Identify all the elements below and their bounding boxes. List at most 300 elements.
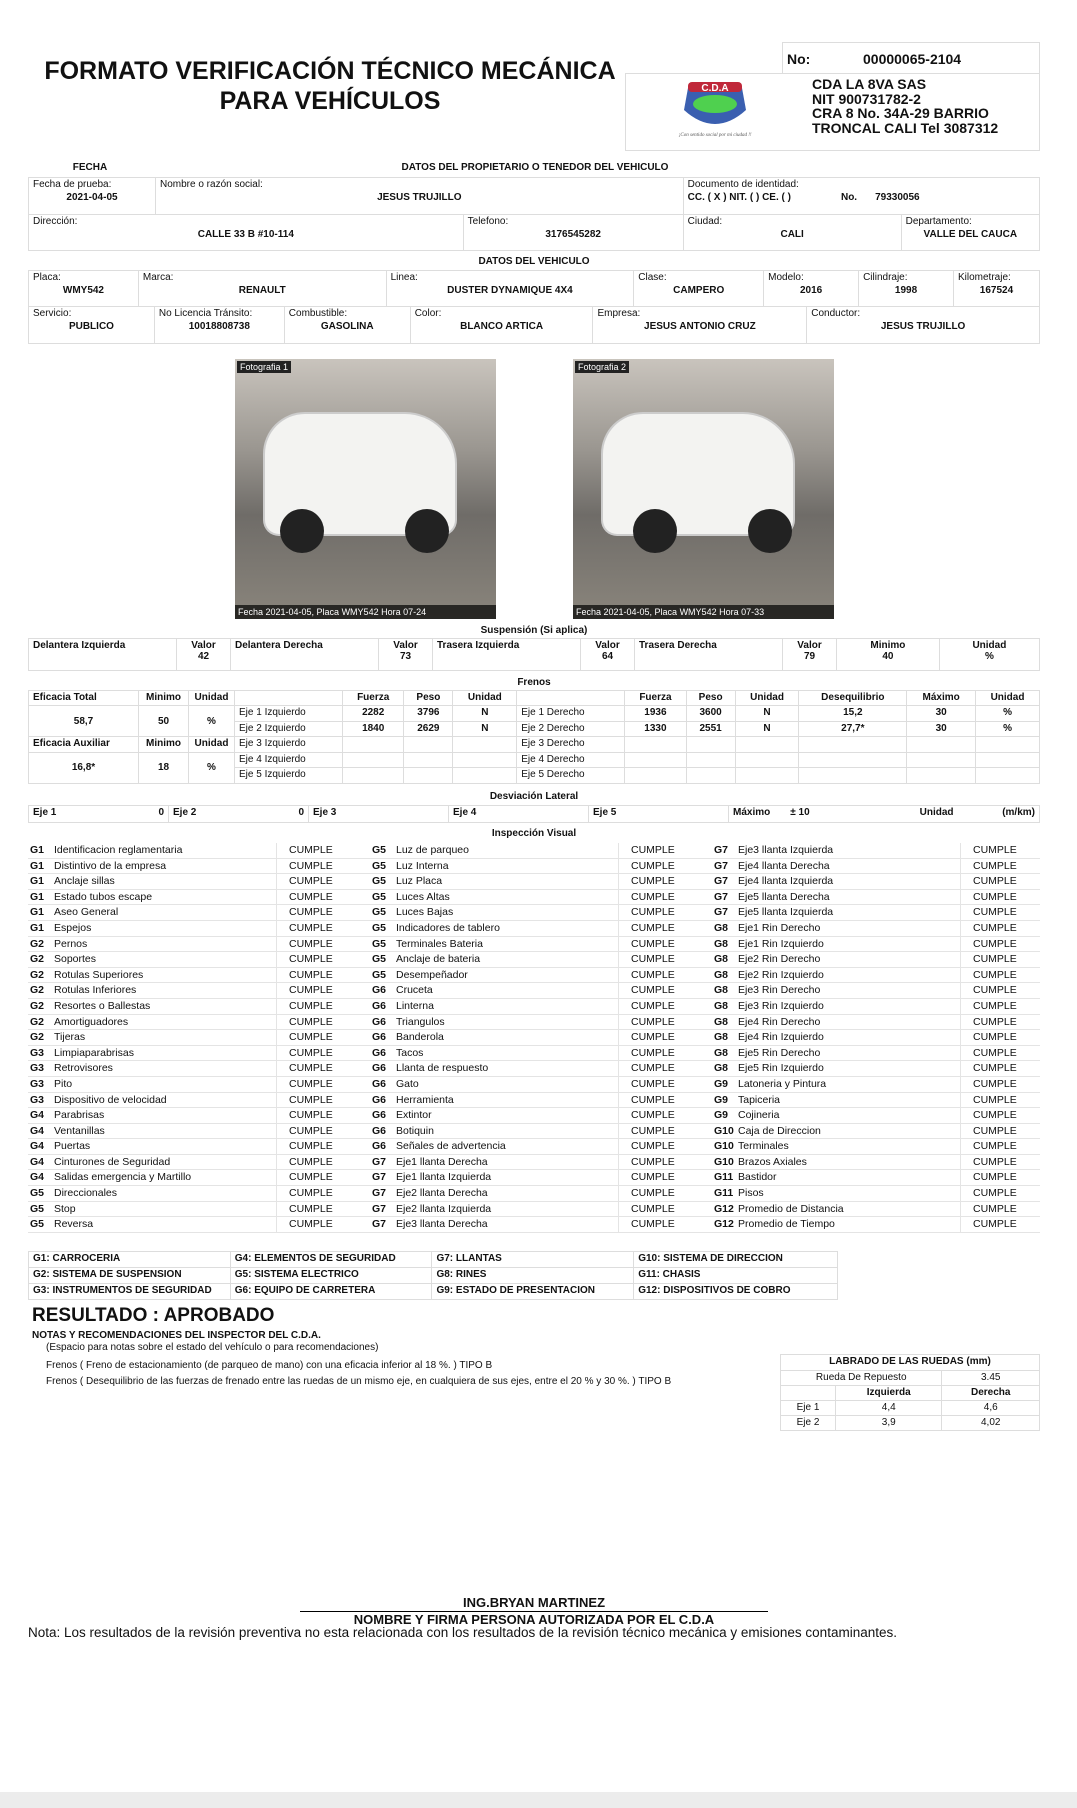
item-name: Triangulos [396, 1015, 445, 1028]
frenos-cell [404, 768, 453, 784]
table-cell: Rueda De Repuesto [781, 1371, 942, 1386]
item-status: CUMPLE [276, 999, 333, 1015]
legend-item: G7: LLANTAS [432, 1252, 634, 1268]
inspection-item [28, 1015, 370, 1031]
frenos-cell: Eje 2 Derecho [517, 721, 625, 737]
inspection-column-1 [28, 843, 370, 1233]
item-status: CUMPLE [960, 843, 1017, 859]
frenos-cell: N [735, 721, 799, 737]
item-status: CUMPLE [618, 1061, 675, 1077]
item-status: CUMPLE [618, 1170, 675, 1186]
item-name: Anclaje de bateria [396, 953, 481, 966]
item-name: Eje2 llanta Izquierda [396, 1202, 492, 1215]
vehicle-field [634, 271, 764, 307]
item-status: CUMPLE [960, 874, 1017, 890]
inspection-column-2 [370, 843, 712, 1233]
item-name: Eje1 Rin Derecho [738, 921, 821, 934]
frenos-cell: 3600 [686, 706, 735, 722]
desviacion-eje: Eje 5 [589, 806, 729, 823]
item-status: CUMPLE [960, 937, 1017, 953]
suspension-value: Valor 73 [379, 639, 433, 671]
group-code: G2 [30, 984, 45, 997]
inspection-column-3 [712, 843, 1040, 1233]
group-code: G5 [30, 1187, 45, 1200]
item-status: CUMPLE [276, 1170, 333, 1186]
item-status: CUMPLE [276, 859, 333, 875]
inspection-item [712, 1155, 1040, 1171]
group-code: G4 [30, 1171, 45, 1184]
item-name: Herramienta [396, 1093, 454, 1106]
group-code: G7 [714, 844, 729, 856]
inspection-item [28, 1093, 370, 1109]
item-status: CUMPLE [618, 952, 675, 968]
inspection-item [370, 983, 712, 999]
group-code: G6 [372, 1046, 387, 1059]
item-name: Rotulas Inferiores [54, 984, 137, 997]
item-status: CUMPLE [276, 952, 333, 968]
frenos-cell: 27,7* [799, 721, 907, 737]
frenos-cell: 15,2 [799, 706, 907, 722]
inspection-item [712, 1061, 1040, 1077]
field-value: GASOLINA [320, 321, 374, 332]
inspection-item [370, 968, 712, 984]
group-code: G1 [30, 844, 45, 856]
suspension-unidad: Unidad % [939, 639, 1039, 671]
group-code: G9 [714, 1077, 729, 1090]
item-status: CUMPLE [960, 921, 1017, 937]
frenos-cell: Desequilibrio [799, 691, 907, 706]
inspection-item [370, 905, 712, 921]
item-status: CUMPLE [960, 1030, 1017, 1046]
item-status: CUMPLE [960, 859, 1017, 875]
frenos-cell: 2282 [343, 706, 404, 722]
item-status: CUMPLE [276, 1061, 333, 1077]
cda-logo [660, 80, 770, 140]
inspection-item [370, 843, 712, 859]
group-code: G8 [714, 1015, 729, 1028]
inspection-item [370, 1046, 712, 1062]
inspection-item [712, 843, 1040, 859]
inspection-item [28, 1046, 370, 1062]
vehicle-photo-2: Fotografia 2 Fecha 2021-04-05, Placa WMY542 Hora 07-33 [573, 359, 834, 619]
frenos-cell: 2629 [404, 721, 453, 737]
legend-item: G3: INSTRUMENTOS DE SEGURIDAD [29, 1284, 231, 1300]
item-status: CUMPLE [276, 921, 333, 937]
item-status: CUMPLE [276, 905, 333, 921]
table-cell: Nombre o razón social: JESUS TRUJILLO [156, 178, 684, 215]
item-name: Retrovisores [54, 1062, 113, 1075]
item-name: Rotulas Superiores [54, 968, 144, 981]
group-code: G5 [372, 844, 387, 856]
disclaimer-note: Nota: Los resultados de la revisión preventiva no esta relacionada con los resultados de la revisión técnico mecánica y emisiones contaminantes. [28, 1625, 897, 1640]
inspection-item [370, 1015, 712, 1031]
item-status: CUMPLE [276, 1139, 333, 1155]
field-label: Clase: [638, 272, 667, 283]
table-cell: Dirección: CALLE 33 B #10-114 [29, 215, 464, 251]
field-value: RENAULT [238, 285, 286, 296]
item-status: CUMPLE [276, 1186, 333, 1202]
inspection-item [712, 874, 1040, 890]
group-code: G8 [714, 937, 729, 950]
group-code: G7 [372, 1171, 387, 1184]
item-name: Soportes [54, 953, 97, 966]
vehicle-field [386, 271, 634, 307]
group-code: G2 [30, 999, 45, 1012]
item-status: CUMPLE [618, 1202, 675, 1218]
inspection-item [370, 1217, 712, 1233]
item-status: CUMPLE [276, 983, 333, 999]
item-name: Eje4 Rin Izquierdo [738, 1031, 824, 1044]
table-cell: LABRADO DE LAS RUEDAS (mm) [781, 1355, 1040, 1371]
frenos-cell: Eje 1 Derecho [517, 706, 625, 722]
inspection-item [712, 1170, 1040, 1186]
item-name: Direccionales [54, 1187, 118, 1200]
item-name: Cruceta [396, 984, 433, 997]
item-name: Eje4 llanta Izquierda [738, 875, 834, 888]
inspection-item [370, 1061, 712, 1077]
legend-item: G8: RINES [432, 1268, 634, 1284]
item-name: Distintivo de la empresa [54, 859, 167, 872]
item-name: Dispositivo de velocidad [54, 1093, 167, 1106]
group-code: G1 [30, 890, 45, 903]
item-status: CUMPLE [276, 890, 333, 906]
inspection-item [712, 1093, 1040, 1109]
field-label: Combustible: [288, 308, 348, 319]
field-label: Color: [414, 308, 442, 319]
item-status: CUMPLE [960, 890, 1017, 906]
desviacion-heading: Desviación Lateral [489, 791, 579, 802]
item-status: CUMPLE [618, 1139, 675, 1155]
item-name: Eje1 Rin Izquierdo [738, 937, 824, 950]
frenos-cell: % [189, 706, 235, 737]
item-name: Eje2 llanta Derecha [396, 1187, 488, 1200]
item-status: CUMPLE [276, 874, 333, 890]
item-status: CUMPLE [618, 937, 675, 953]
frenos-cell [907, 737, 976, 753]
frenos-cell: Eje 2 Izquierdo [235, 721, 343, 737]
suspension-value: Valor 79 [783, 639, 837, 671]
group-code: G2 [30, 968, 45, 981]
group-code: G11 [714, 1187, 734, 1200]
frenos-cell [735, 768, 799, 784]
item-status: CUMPLE [276, 1030, 333, 1046]
inspection-item [712, 952, 1040, 968]
item-status: CUMPLE [960, 983, 1017, 999]
frenos-cell: Unidad [453, 691, 517, 706]
group-code: G3 [30, 1046, 45, 1059]
field-label: Cilindraje: [863, 272, 908, 283]
table-cell: Eje 1 [781, 1401, 836, 1416]
item-name: Pernos [54, 937, 88, 950]
inspection-item [28, 1217, 370, 1233]
group-code: G7 [714, 859, 729, 872]
inspection-item [370, 1030, 712, 1046]
vehicle-field [138, 271, 386, 307]
suspension-value: Valor 42 [177, 639, 231, 671]
suspension-value: Valor 64 [581, 639, 635, 671]
frenos-cell: % [976, 706, 1040, 722]
group-code: G5 [372, 953, 387, 966]
item-status: CUMPLE [276, 843, 333, 859]
suspension-heading: Suspensión (Si aplica) [480, 625, 588, 636]
item-status: CUMPLE [960, 1139, 1017, 1155]
item-status: CUMPLE [618, 1124, 675, 1140]
legend-item: G2: SISTEMA DE SUSPENSION [29, 1268, 231, 1284]
item-name: Cojineria [738, 1109, 780, 1122]
field-label: Servicio: [33, 308, 72, 319]
inspection-item [712, 1108, 1040, 1124]
field-value: JESUS TRUJILLO [880, 321, 966, 332]
group-code: G6 [372, 1124, 387, 1137]
group-code: G3 [30, 1093, 45, 1106]
inspection-item [28, 874, 370, 890]
field-value: DUSTER DYNAMIQUE 4X4 [447, 285, 573, 296]
inspection-item [712, 1077, 1040, 1093]
group-code: G4 [30, 1155, 45, 1168]
item-name: Eje3 llanta Derecha [396, 1218, 488, 1231]
inspection-item [28, 1061, 370, 1077]
inspection-item [28, 999, 370, 1015]
item-status: CUMPLE [618, 999, 675, 1015]
frenos-cell: 3796 [404, 706, 453, 722]
group-code: G2 [30, 953, 45, 966]
frenos-cell [735, 752, 799, 768]
item-name: Eje3 Rin Derecho [738, 984, 821, 997]
group-code: G7 [372, 1187, 387, 1200]
vehicle-field [859, 271, 954, 307]
item-status: CUMPLE [618, 1046, 675, 1062]
item-status: CUMPLE [618, 905, 675, 921]
suspension-table [28, 638, 1040, 671]
group-code: G3 [30, 1077, 45, 1090]
item-status: CUMPLE [960, 1015, 1017, 1031]
svg-text:¡Con sentido social por mi ciu: ¡Con sentido social por mi ciudad !! [678, 133, 752, 138]
table-cell: Eje 2 [781, 1416, 836, 1431]
legend-item: G5: SISTEMA ELECTRICO [230, 1268, 432, 1284]
frenos-cell [453, 768, 517, 784]
frenos-cell: 16,8* [29, 752, 139, 783]
group-code: G5 [372, 875, 387, 888]
group-code: G7 [714, 875, 729, 888]
frenos-cell [976, 737, 1040, 753]
inspector-notes: NOTAS Y RECOMENDACIONES DEL INSPECTOR DEL C.D.A. (Espacio para notas sobre el estado del vehículo o para recomendaciones) Frenos ( Freno de estacionamiento (de parqueo de mano) con una eficacia inferior al 18 %. ) TIPO B Frenos ( Desequilibrio de las fuerzas de frenado entre las ruedas de un mismo eje, en cualquiera de sus ejes, entre el 20 % y 30 %. ) TIPO B [32, 1330, 672, 1387]
item-name: Reversa [54, 1218, 94, 1231]
item-name: Señales de advertencia [396, 1140, 506, 1153]
item-name: Amortiguadores [54, 1015, 129, 1028]
group-code: G6 [372, 1062, 387, 1075]
group-code: G5 [372, 890, 387, 903]
table-cell: Documento de identidad: CC. ( X ) NIT. ( ) CE. ( ) No. 79330056 [683, 178, 1039, 215]
inspection-item [712, 1217, 1040, 1233]
item-status: CUMPLE [618, 1186, 675, 1202]
group-code: G1 [30, 906, 45, 919]
page-title: FORMATO VERIFICACIÓN TÉCNICO MECÁNICA PARA VEHÍCULOS [44, 57, 616, 115]
item-name: Bastidor [738, 1171, 777, 1184]
frenos-cell [453, 752, 517, 768]
frenos-cell: Eje 4 Derecho [517, 752, 625, 768]
item-status: CUMPLE [618, 843, 675, 859]
item-status: CUMPLE [618, 1077, 675, 1093]
inspection-item [370, 874, 712, 890]
item-status: CUMPLE [618, 1015, 675, 1031]
item-name: Eje5 Rin Izquierdo [738, 1062, 824, 1075]
frenos-cell [343, 752, 404, 768]
frenos-eje-row [29, 737, 1040, 753]
group-code: G6 [372, 999, 387, 1012]
inspection-item [712, 905, 1040, 921]
item-status: CUMPLE [276, 1108, 333, 1124]
item-status: CUMPLE [618, 921, 675, 937]
frenos-cell: 1840 [343, 721, 404, 737]
frenos-cell [453, 737, 517, 753]
suspension-label: Delantera Derecha [231, 639, 379, 671]
table-cell: Departamento: VALLE DEL CAUCA [901, 215, 1039, 251]
inspection-item [370, 1108, 712, 1124]
item-name: Botiquin [396, 1124, 434, 1137]
item-status: CUMPLE [960, 1061, 1017, 1077]
table-cell: 3.45 [942, 1371, 1040, 1386]
group-code: G6 [372, 1031, 387, 1044]
frenos-eje-row [29, 706, 1040, 722]
item-status: CUMPLE [276, 968, 333, 984]
item-status: CUMPLE [276, 1077, 333, 1093]
item-status: CUMPLE [960, 1217, 1017, 1233]
frenos-cell: N [735, 706, 799, 722]
inspection-item [370, 1155, 712, 1171]
inspection-item [28, 1202, 370, 1218]
field-label: Kilometraje: [957, 272, 1011, 283]
table-cell: 3,9 [836, 1416, 942, 1431]
item-status: CUMPLE [618, 1093, 675, 1109]
item-name: Latoneria y Pintura [738, 1077, 827, 1090]
frenos-table [28, 690, 1040, 784]
field-label: Marca: [142, 272, 174, 283]
inspection-item [28, 905, 370, 921]
group-legend-table [28, 1251, 838, 1300]
suspension-label: Trasera Izquierda [433, 639, 581, 671]
item-status: CUMPLE [618, 890, 675, 906]
inspection-item [712, 1202, 1040, 1218]
vehicle-field [764, 271, 859, 307]
frenos-cell [686, 768, 735, 784]
vehicle-heading: DATOS DEL VEHICULO [478, 256, 590, 267]
suspension-minimo: Minimo 40 [837, 639, 940, 671]
inspection-item [712, 983, 1040, 999]
group-code: G2 [30, 1015, 45, 1028]
item-name: Linterna [396, 999, 434, 1012]
item-status: CUMPLE [618, 968, 675, 984]
frenos-cell: Peso [404, 691, 453, 706]
item-status: CUMPLE [960, 905, 1017, 921]
vehicle-field [29, 307, 155, 344]
inspection-item [370, 1139, 712, 1155]
item-status: CUMPLE [618, 983, 675, 999]
frenos-cell: Eficacia Total [29, 691, 139, 706]
legend-item: G11: CHASIS [634, 1268, 838, 1284]
field-label: Linea: [390, 272, 418, 283]
frenos-cell: Eje 5 Derecho [517, 768, 625, 784]
item-name: Eje2 Rin Derecho [738, 953, 821, 966]
inspection-item [712, 968, 1040, 984]
group-code: G6 [372, 1109, 387, 1122]
group-code: G10 [714, 1124, 734, 1137]
frenos-cell: Unidad [189, 737, 235, 753]
frenos-cell [799, 768, 907, 784]
item-status: CUMPLE [960, 952, 1017, 968]
item-name: Eje1 llanta Derecha [396, 1155, 488, 1168]
inspection-item [370, 921, 712, 937]
vehicle-field [953, 271, 1039, 307]
group-code: G9 [714, 1093, 729, 1106]
frenos-cell: Eje 3 Derecho [517, 737, 625, 753]
frenos-eje-row [29, 752, 1040, 768]
group-code: G7 [372, 1155, 387, 1168]
item-status: CUMPLE [960, 1108, 1017, 1124]
field-label: Empresa: [597, 308, 641, 319]
group-code: G12 [714, 1202, 734, 1215]
field-value: BLANCO ARTICA [460, 321, 544, 332]
table-cell: 4,6 [942, 1401, 1040, 1416]
frenos-cell: Unidad [735, 691, 799, 706]
frenos-cell: N [453, 706, 517, 722]
field-value: JESUS ANTONIO CRUZ [644, 321, 756, 332]
group-code: G5 [372, 859, 387, 872]
group-code: G8 [714, 984, 729, 997]
group-code: G8 [714, 1031, 729, 1044]
frenos-cell [976, 752, 1040, 768]
item-status: CUMPLE [618, 1108, 675, 1124]
group-code: G6 [372, 1140, 387, 1153]
frenos-cell: 1936 [625, 706, 686, 722]
inspection-item [712, 921, 1040, 937]
inspection-item [712, 890, 1040, 906]
item-name: Promedio de Tiempo [738, 1218, 835, 1231]
field-value: CAMPERO [673, 285, 725, 296]
item-status: CUMPLE [618, 1217, 675, 1233]
item-status: CUMPLE [960, 968, 1017, 984]
inspection-item [370, 1093, 712, 1109]
frenos-cell [735, 737, 799, 753]
item-status: CUMPLE [276, 1046, 333, 1062]
field-value: PUBLICO [68, 321, 114, 332]
inspection-item [28, 937, 370, 953]
vehicle-field [593, 307, 807, 344]
item-name: Terminales Bateria [396, 937, 483, 950]
frenos-cell [404, 752, 453, 768]
frenos-cell: Fuerza [343, 691, 404, 706]
vehicle-field [807, 307, 1040, 344]
group-code: G1 [30, 921, 45, 934]
frenos-cell [625, 737, 686, 753]
legend-item: G4: ELEMENTOS DE SEGURIDAD [230, 1252, 432, 1268]
group-code: G5 [30, 1218, 45, 1231]
field-value: 2016 [799, 285, 823, 296]
frenos-cell [907, 768, 976, 784]
group-code: G8 [714, 968, 729, 981]
item-name: Gato [396, 1077, 419, 1090]
frenos-cell [517, 691, 625, 706]
inspection-item [712, 1124, 1040, 1140]
frenos-cell: Peso [686, 691, 735, 706]
owner-heading: DATOS DEL PROPIETARIO O TENEDOR DEL VEHICULO [401, 162, 669, 173]
frenos-cell: Eficacia Auxiliar [29, 737, 139, 753]
inspection-item [712, 1186, 1040, 1202]
item-name: Eje3 llanta Izquierda [738, 844, 834, 856]
group-code: G5 [372, 921, 387, 934]
frenos-cell: Eje 5 Izquierdo [235, 768, 343, 784]
frenos-cell [799, 752, 907, 768]
frenos-cell: Eje 1 Izquierdo [235, 706, 343, 722]
